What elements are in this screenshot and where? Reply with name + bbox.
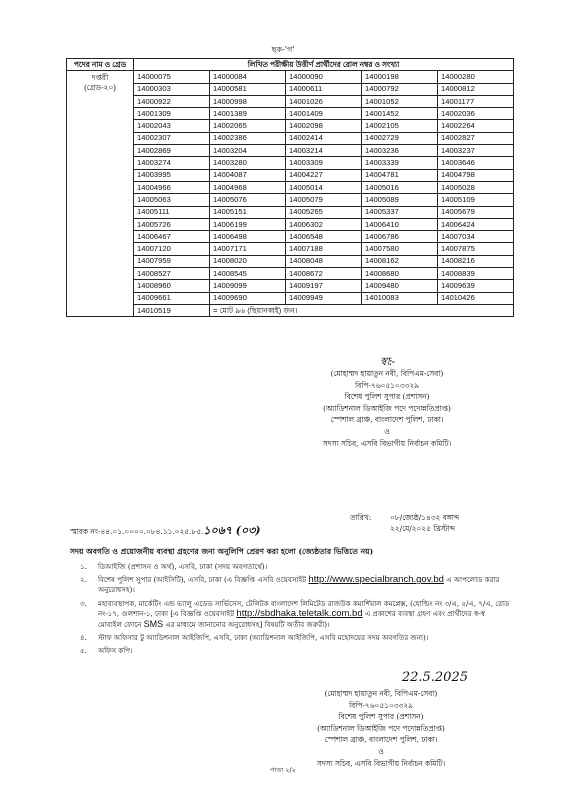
table-cell: 14000611 xyxy=(286,83,362,95)
table-row xyxy=(67,169,514,181)
table-cell: 14001026 xyxy=(286,95,362,107)
table-cell: 14008162 xyxy=(362,255,438,267)
sms-label: SMS xyxy=(143,619,164,630)
list-text-part: বিশেষ পুলিশ সুপার (আইসিটি), এসবি, ঢাকা (এ বিজ্ঞপ্তি এসবি ওয়েবসাইট xyxy=(98,575,307,585)
table-cell: 14007034 xyxy=(438,231,514,243)
post-grade-header: পদের নাম ও গ্রেড xyxy=(67,59,134,71)
roll-numbers-header: লিখিত পরীক্ষীয় উত্তীর্ণ প্রার্থীদের রোল নম্বর ও সংখ্যা xyxy=(134,59,514,71)
list-number: ২. xyxy=(80,575,87,585)
table-cell: 14006302 xyxy=(286,218,362,230)
table-cell: 14002065 xyxy=(210,120,286,132)
table-cell: 14006199 xyxy=(210,218,286,230)
list-item xyxy=(80,646,510,656)
list-text xyxy=(98,575,510,595)
table-cell: 14000998 xyxy=(210,95,286,107)
signatory-additional: (অ্যাডিশনাল ডিআইজি পদে পদোন্নতিপ্রাপ্ত) xyxy=(317,723,445,733)
signatory-office: স্পেশাল ব্রাঞ্চ, বাংলাদেশ পুলিশ, ঢাকা। xyxy=(324,735,438,745)
table-cell: 14001052 xyxy=(362,95,438,107)
table-cell: 14005079 xyxy=(286,194,362,206)
signatory-additional: (অ্যাডিশনাল ডিআইজি পদে পদোন্নতিপ্রাপ্ত) xyxy=(323,403,451,413)
table-cell: 14002264 xyxy=(438,120,514,132)
last-row xyxy=(67,304,514,316)
table-cell: 14009661 xyxy=(134,292,210,304)
table-cell: 14008527 xyxy=(134,268,210,280)
table-row xyxy=(67,181,514,193)
list-text-part: এ আপলোড করার অনুরোধসহ)। xyxy=(98,575,500,595)
table-cell: 14006498 xyxy=(210,231,286,243)
list-item xyxy=(80,633,510,643)
list-text: অফিস কপি। xyxy=(98,646,133,656)
table-cell: 14002386 xyxy=(210,132,286,144)
table-cell: 14008839 xyxy=(438,268,514,280)
date-english: ২২/মে/২০২৫ খ্রিস্টাব্দ xyxy=(390,524,455,533)
cc-heading: সদয় অবগতি ও প্রয়োজনীয় ব্যবস্থা গ্রহণের জন্য অনুলিপি প্রেরণ করা হলো (জ্যেষ্ঠতার ভিত্তিতে নয়) xyxy=(70,547,374,556)
table-cell: 14007875 xyxy=(438,243,514,255)
date-label: তারিখ: xyxy=(350,513,372,522)
post-grade: (গ্রেড-২০) xyxy=(84,83,116,93)
table-row xyxy=(67,218,514,230)
table-cell: 14010426 xyxy=(438,292,514,304)
signatory-name: (মোহাম্মদ হায়াতুন নবী, বিপিএম-সেবা) xyxy=(324,689,438,698)
table-cell: 14007171 xyxy=(210,243,286,255)
table-cell: 14007959 xyxy=(134,255,210,267)
table-cell: 14004966 xyxy=(134,181,210,193)
table-row xyxy=(67,255,514,267)
cc-list xyxy=(80,562,510,660)
table-cell: 14009639 xyxy=(438,280,514,292)
table-cell: 14010083 xyxy=(362,292,438,304)
table-cell: 14008216 xyxy=(438,255,514,267)
table-cell: 14005151 xyxy=(210,206,286,218)
table-cell: 14006786 xyxy=(362,231,438,243)
table-cell: 14002043 xyxy=(134,120,210,132)
table-cell: 14004798 xyxy=(438,169,514,181)
table-cell: 14003214 xyxy=(286,145,362,157)
conjunction: ও xyxy=(384,426,390,436)
table-cell: 14001452 xyxy=(362,108,438,120)
table-cell: 14002729 xyxy=(362,132,438,144)
table-cell: 14000303 xyxy=(134,83,210,95)
table-cell: 14000075 xyxy=(134,71,210,83)
list-text-part: এ প্রকাশের ব্যবস্থা গ্রহণ এবং প্রার্থীদের স্ব-স্ব মোবাইল ফোনে xyxy=(98,608,486,630)
table-cell: 14002098 xyxy=(286,120,362,132)
table-cell: 14005089 xyxy=(362,194,438,206)
post-cell xyxy=(67,71,134,317)
post-name: দপ্তরী xyxy=(91,73,109,83)
table-cell: 14006424 xyxy=(438,218,514,230)
table-cell: 14001409 xyxy=(286,108,362,120)
table-cell: 14002827 xyxy=(438,132,514,144)
signatory-designation: বিশেষ পুলিশ সুপার (প্রশাসন) xyxy=(338,712,424,722)
table-cell: 14000280 xyxy=(438,71,514,83)
table-cell: 14007580 xyxy=(362,243,438,255)
roll-number-table xyxy=(66,58,514,317)
table-cell: 14004968 xyxy=(210,181,286,193)
memo-handwritten: ১০৬৭ (০৩) xyxy=(203,524,261,537)
list-item xyxy=(80,562,510,572)
table-cell: 14003646 xyxy=(438,157,514,169)
signature-block-2 xyxy=(276,668,486,769)
list-number: ৫. xyxy=(80,646,87,656)
signatory-bp: বিপি-৭৬০৫১০৩৩২৯ xyxy=(355,380,419,390)
table-cell: 14005265 xyxy=(286,206,362,218)
list-number: ১. xyxy=(80,562,87,571)
table-row xyxy=(67,132,514,144)
table-cell: 14005014 xyxy=(286,181,362,193)
table-cell: 14000792 xyxy=(362,83,438,95)
table-cell: 14002307 xyxy=(134,132,210,144)
table-cell: 14009099 xyxy=(210,280,286,292)
table-row xyxy=(67,95,514,107)
table-cell: 14009480 xyxy=(362,280,438,292)
table-row xyxy=(67,157,514,169)
list-text-part: মহাব্যবস্থাপক, মার্কেটিং এন্ড ভ্যালু এডেড সার্ভিসেস, টেলিটক বাংলাদেশ লিমিটেড রাজউক কমার্শিয়াল কমপ্লেক্স, (হোল্ডিং নং ৩/এ, ৫/এ, ৭/এ, রোড নং-১৭, গুলশান-১, ঢাকা [এ বিজ্ঞপ্তি ওয়েবসাইট xyxy=(98,598,510,618)
conjunction: ও xyxy=(378,746,384,756)
list-text: ডিআইজি (প্রশাসন ও অর্থ), এসবি, ঢাকা (সদয় অবগতার্থে)। xyxy=(98,562,268,571)
list-number: ৪. xyxy=(80,633,87,643)
table-cell: 14008020 xyxy=(210,255,286,267)
table-cell: 14010519 xyxy=(134,304,210,316)
table-cell: 14005016 xyxy=(362,181,438,193)
table-row xyxy=(67,231,514,243)
table-cell: 14000198 xyxy=(362,71,438,83)
table-cell: 14000922 xyxy=(134,95,210,107)
table-cell: 14003995 xyxy=(134,169,210,181)
table-cell: 14002414 xyxy=(286,132,362,144)
table-cell: 14007120 xyxy=(134,243,210,255)
table-cell: 14006548 xyxy=(286,231,362,243)
list-number: ৩. xyxy=(80,598,87,608)
table-row xyxy=(67,280,514,292)
table-cell: 14001389 xyxy=(210,108,286,120)
memo-number xyxy=(70,522,261,541)
list-text-part: এর মাধ্যমে জানানোর অনুরোধসহ] বিষয়টি অতীব জরুরী)। xyxy=(165,620,330,630)
table-cell: 14000581 xyxy=(210,83,286,95)
table-row xyxy=(67,145,514,157)
table-row xyxy=(67,71,514,83)
table-cell: 14006467 xyxy=(134,231,210,243)
table-cell: 14005028 xyxy=(438,181,514,193)
list-item xyxy=(80,599,510,631)
list-item xyxy=(80,575,510,595)
table-cell: 14003236 xyxy=(362,145,438,157)
memo-number-text: স্মারক নং-৪৪.০১.০০০০.০৮৪.১১.০২৫.৮৫. xyxy=(70,527,204,536)
table-cell: 14005109 xyxy=(438,194,514,206)
table-cell: 14000090 xyxy=(286,71,362,83)
list-text: স্টাফ অফিসার টু অ্যাডিশনাল আইজিপি, এসবি, ঢাকা (অ্যাডিশনাল আইজিপি, এসবি মহোদয়ের সদয় অবগতির জন্য)। xyxy=(98,633,429,643)
table-cell: 14002036 xyxy=(438,108,514,120)
table-header-row xyxy=(67,59,514,71)
table-cell: 14004781 xyxy=(362,169,438,181)
table-row xyxy=(67,243,514,255)
table-cell: 14005337 xyxy=(362,206,438,218)
handwritten-signature: 22.5.2025 xyxy=(401,670,468,685)
table-cell: 14003280 xyxy=(210,157,286,169)
signatory-name: (মোহাম্মদ হায়াতুন নবী, বিপিএম-সেবা) xyxy=(330,369,444,378)
table-row xyxy=(67,120,514,132)
roll-table-body xyxy=(67,71,514,317)
date-bangla: ০৮/জ্যেষ্ঠ/১৪৩২ বঙ্গাব্দ xyxy=(390,513,460,522)
date-block xyxy=(350,512,459,534)
signatory-office: স্পেশাল ব্রাঞ্চ, বাংলাদেশ পুলিশ, ঢাকা। xyxy=(330,415,444,425)
table-row xyxy=(67,268,514,280)
table-cell: 14000812 xyxy=(438,83,514,95)
table-cell: 14004227 xyxy=(286,169,362,181)
list-text xyxy=(98,599,510,631)
table-row xyxy=(67,292,514,304)
table-cell: 14008960 xyxy=(134,280,210,292)
table-cell: 14009690 xyxy=(210,292,286,304)
table-cell: 14002105 xyxy=(362,120,438,132)
table-cell: 14007188 xyxy=(286,243,362,255)
table-row xyxy=(67,108,514,120)
signatory-designation: বিশেষ পুলিশ সুপার (প্রশাসন) xyxy=(344,392,430,402)
signatory-bp: বিপি-৭৬০৫১০৩৩২৯ xyxy=(349,700,413,710)
table-cell: 14001309 xyxy=(134,108,210,120)
table-cell: 14005063 xyxy=(134,194,210,206)
table-cell: 14003204 xyxy=(210,145,286,157)
table-cell: 14003237 xyxy=(438,145,514,157)
table-cell: 14000084 xyxy=(210,71,286,83)
table-cell: 14008048 xyxy=(286,255,362,267)
page-number: পাতা ২/২ xyxy=(270,766,296,774)
table-cell: 14002869 xyxy=(134,145,210,157)
table-cell: 14008680 xyxy=(362,268,438,280)
table-cell: 14008672 xyxy=(286,268,362,280)
table-cell: 14003309 xyxy=(286,157,362,169)
table-cell: 14006410 xyxy=(362,218,438,230)
table-cell: 14004087 xyxy=(210,169,286,181)
specialbranch-link[interactable]: http://www.specialbranch.gov.bd xyxy=(308,574,444,586)
signatory-member: সদস্য সচিব, এসবি বিভাগীয় নির্বাচন কমিটি। xyxy=(322,438,452,448)
table-row xyxy=(67,206,514,218)
table-cell: 14005076 xyxy=(210,194,286,206)
signature-block-1 xyxy=(282,356,492,449)
annex-label: ছক-'গ' xyxy=(271,45,295,54)
table-cell: 14001177 xyxy=(438,95,514,107)
table-row xyxy=(67,194,514,206)
total-count: = মোট ৯৬ (ছিয়ানব্বই) জন। xyxy=(210,304,514,316)
table-cell: 14003339 xyxy=(362,157,438,169)
table-cell: 14005726 xyxy=(134,218,210,230)
signature-mark: স্বা:- xyxy=(379,355,395,368)
table-cell: 14009949 xyxy=(286,292,362,304)
table-cell: 14009197 xyxy=(286,280,362,292)
table-cell: 14005679 xyxy=(438,206,514,218)
teletalk-link[interactable]: http://sbdhaka.teletalk.com.bd xyxy=(236,607,363,619)
table-cell: 14005111 xyxy=(134,206,210,218)
table-cell: 14008545 xyxy=(210,268,286,280)
table-cell: 14003274 xyxy=(134,157,210,169)
signatory-member: সদস্য সচিব, এসবি বিভাগীয় নির্বাচন কমিটি। xyxy=(316,758,446,768)
table-row xyxy=(67,83,514,95)
